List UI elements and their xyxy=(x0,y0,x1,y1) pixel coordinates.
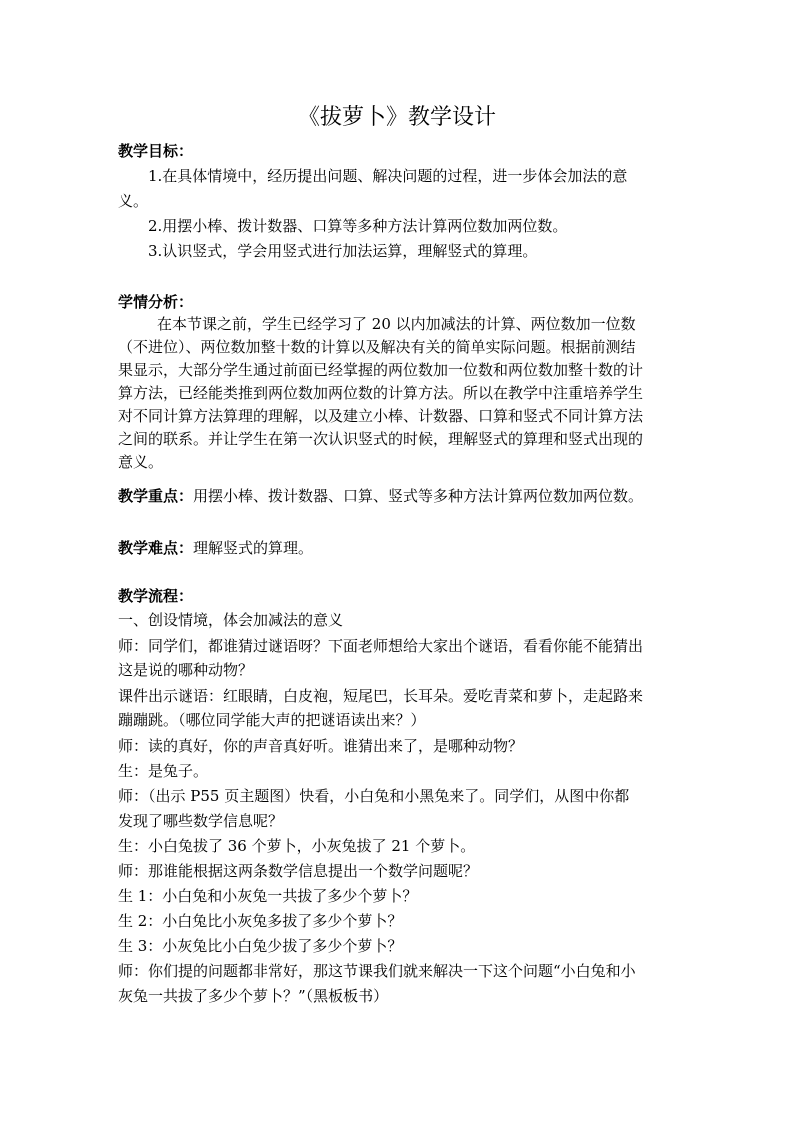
process-line: 生 1：小白兔和小灰兔一共拔了多少个萝卜？ xyxy=(118,887,418,905)
process-line: 师：你们提的问题都非常好，那这节课我们就来解决一下这个问题“小白兔和小 xyxy=(118,962,636,980)
goal-1-line-1: 1.在具体情境中，经历提出问题、解决问题的过程，进一步体会加法的意 xyxy=(148,167,628,185)
analysis-line: 果显示，大部分学生通过前面已经掌握的两位数加一位数和两位数加整十数的计 xyxy=(118,361,644,379)
analysis-line: 意义。 xyxy=(118,453,164,471)
difficulty-heading: 教学难点： xyxy=(118,539,194,557)
process-line: 课件出示谜语：红眼睛，白皮袍，短尾巴，长耳朵。爱吃青菜和萝卜，走起路来 xyxy=(118,687,644,705)
process-line: 师：（出示 P55 页主题图）快看，小白兔和小黑兔来了。同学们，从图中你都 xyxy=(118,787,630,805)
process-line: 生：小白兔拔了 36 个萝卜，小灰兔拔了 21 个萝卜。 xyxy=(118,837,476,855)
document-title: 《拔萝卜》教学设计 xyxy=(297,105,496,130)
difficulty xyxy=(118,537,698,559)
key-point xyxy=(118,485,698,507)
key-point-text: 用摆小棒、拨计数器、口算、竖式等多种方法计算两位数加两位数。 xyxy=(193,487,644,505)
process-line: 蹦蹦跳。（哪位同学能大声的把谜语读出来？） xyxy=(118,711,426,729)
process-line: 灰兔一共拔了多少个萝卜？”（黑板板书） xyxy=(118,987,389,1005)
difficulty-text: 理解竖式的算理。 xyxy=(193,539,314,557)
process-line: 一、创设情境，体会加减法的意义 xyxy=(118,611,344,629)
process-line: 师：同学们，都谁猜过谜语呀？下面老师想给大家出个谜语，看看你能不能猜出 xyxy=(118,637,644,655)
goal-3: 3.认识竖式，学会用竖式进行加法运算，理解竖式的算理。 xyxy=(148,242,538,260)
goal-2: 2.用摆小棒、拨计数器、口算等多种方法计算两位数加两位数。 xyxy=(148,217,568,235)
process-line: 生 2：小白兔比小灰兔多拔了多少个萝卜？ xyxy=(118,912,403,930)
analysis-heading: 学情分析： xyxy=(118,293,194,311)
goals-heading: 教学目标： xyxy=(118,142,194,160)
process-line: 师：读的真好，你的声音真好听。谁猜出来了，是哪种动物？ xyxy=(118,737,524,755)
analysis-line: 对不同计算方法算理的理解，以及建立小棒、计数器、口算和竖式不同计算方法 xyxy=(118,407,644,425)
analysis-line: 之间的联系。并让学生在第一次认识竖式的时候，理解竖式的算理和竖式出现的 xyxy=(118,430,644,448)
goal-1-line-2: 义。 xyxy=(118,192,149,210)
process-line: 这是说的哪种动物？ xyxy=(118,661,254,679)
analysis-line: 在本节课之前，学生已经学习了 20 以内加减法的计算、两位数加一位数 xyxy=(157,315,636,333)
analysis-line: 算方法，已经能类推到两位数加两位数的计算方法。所以在教学中注重培养学生 xyxy=(118,384,644,402)
process-line: 发现了哪些数学信息呢？ xyxy=(118,812,284,830)
process-line: 生：是兔子。 xyxy=(118,762,209,780)
key-point-heading: 教学重点： xyxy=(118,487,194,505)
process-line: 师：那谁能根据这两条数学信息提出一个数学问题呢？ xyxy=(118,862,479,880)
process-heading: 教学流程： xyxy=(118,587,194,605)
process-line: 生 3：小灰兔比小白兔少拔了多少个萝卜？ xyxy=(118,937,403,955)
analysis-line: （不进位）、两位数加整十数的计算以及解决有关的简单实际问题。根据前测结 xyxy=(118,338,636,356)
